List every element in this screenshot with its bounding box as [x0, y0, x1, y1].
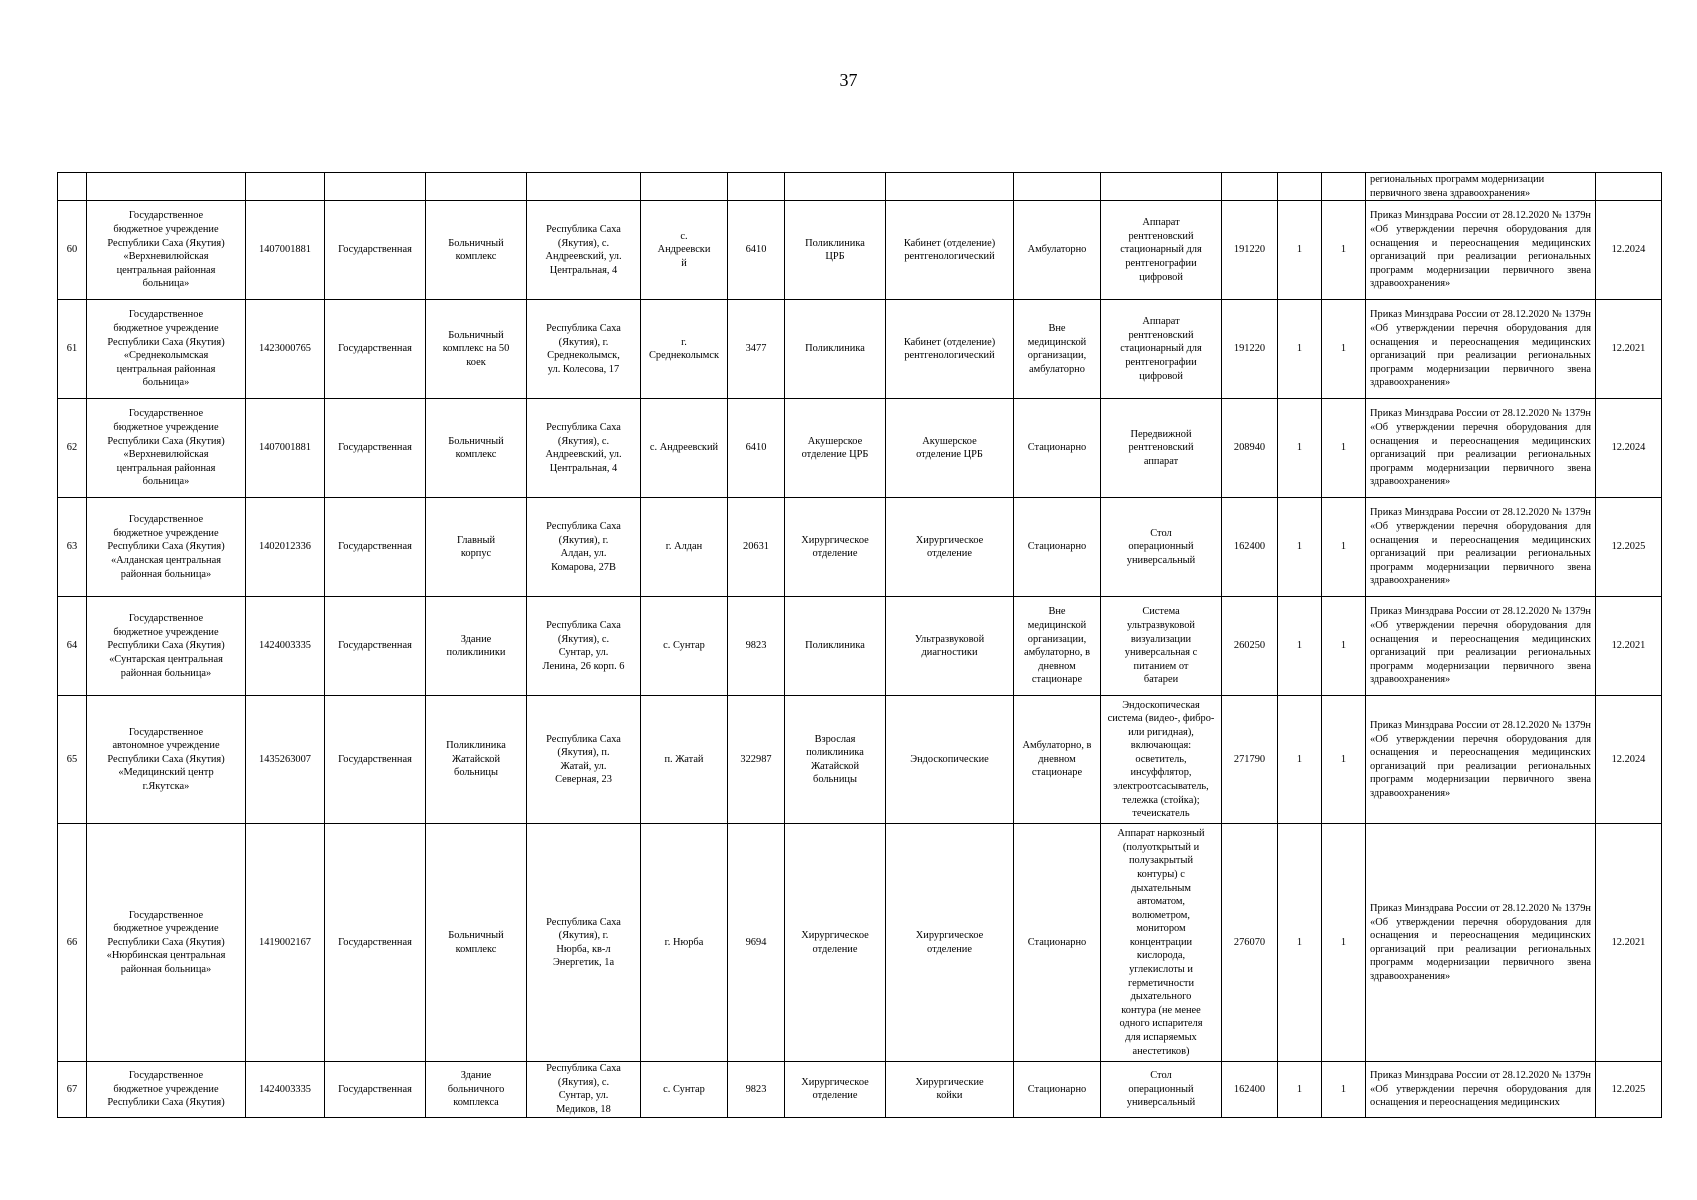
- due-date: 12.2024: [1596, 696, 1662, 824]
- building-name: Главный корпус: [426, 498, 527, 597]
- table-cell: [87, 173, 246, 201]
- locality: с. Андреевский: [641, 399, 728, 498]
- table-row: [58, 1062, 1662, 1117]
- ownership-form: Государственная: [325, 1062, 426, 1117]
- inn-code: 1407001881: [246, 399, 325, 498]
- table-cell: [728, 173, 785, 201]
- quantity-planned: 1: [1322, 1062, 1366, 1117]
- organization-name: Государственное автономное учреждение Республики Саха (Якутия) «Медицинский центр г.Якутска»: [87, 696, 246, 824]
- locality: г. Нюрба: [641, 824, 728, 1062]
- organization-name: Государственное бюджетное учреждение Республики Саха (Якутия) «Сунтарская центральная районная больница»: [87, 597, 246, 696]
- care-conditions: Амбулаторно: [1014, 201, 1101, 300]
- ownership-form: Государственная: [325, 597, 426, 696]
- equipment-code: 208940: [1222, 399, 1278, 498]
- table-row: [58, 597, 1662, 696]
- population: 9823: [728, 597, 785, 696]
- care-conditions: Вне медицинской организации, амбулаторно: [1014, 300, 1101, 399]
- equipment-code: 162400: [1222, 1062, 1278, 1117]
- population: 20631: [728, 498, 785, 597]
- ownership-form: Государственная: [325, 300, 426, 399]
- address: Республика Саха (Якутия), п. Жатай, ул. Северная, 23: [527, 696, 641, 824]
- equipment-name: Эндоскопическая система (видео-, фибро- или ригидная), включающая: осветитель, инсуффлятор, электроотсасыватель, тележка (стойка); течеискатель: [1101, 696, 1222, 824]
- ownership-form: Государственная: [325, 696, 426, 824]
- quantity-required: 1: [1278, 201, 1322, 300]
- department: Кабинет (отделение) рентгенологический: [886, 300, 1014, 399]
- table-row: [58, 173, 1662, 201]
- organization-name: Государственное бюджетное учреждение Республики Саха (Якутия) «Верхневилюйская центральная районная больница»: [87, 399, 246, 498]
- quantity-required: 1: [1278, 300, 1322, 399]
- quantity-required: 1: [1278, 498, 1322, 597]
- table-cell: [886, 173, 1014, 201]
- quantity-required: 1: [1278, 399, 1322, 498]
- equipment-code: 191220: [1222, 201, 1278, 300]
- quantity-planned: 1: [1322, 498, 1366, 597]
- table-cell: [58, 173, 87, 201]
- legal-basis-cell: Приказ Минздрава России от 28.12.2020 № 1379н «Об утверждении перечня оборудования для оснащения и переоснащения медицинских: [1366, 1062, 1596, 1117]
- care-conditions: Вне медицинской организации, амбулаторно, в дневном стационаре: [1014, 597, 1101, 696]
- legal-basis-cell: региональных программ модернизации первичного звена здравоохранения»: [1366, 173, 1596, 201]
- table-row: [58, 399, 1662, 498]
- organization-name: Государственное бюджетное учреждение Республики Саха (Якутия) «Среднеколымская центральная районная больница»: [87, 300, 246, 399]
- row-number: 61: [58, 300, 87, 399]
- table-row: [58, 498, 1662, 597]
- locality: с. Сунтар: [641, 597, 728, 696]
- locality: г. Алдан: [641, 498, 728, 597]
- legal-basis-cell: Приказ Минздрава России от 28.12.2020 № 1379н «Об утверждении перечня оборудования для оснащения и переоснащения медицинских организаций при реализации региональных программ модернизации первичного звена здравоохранения»: [1366, 597, 1596, 696]
- organization-name: Государственное бюджетное учреждение Республики Саха (Якутия) «Алданская центральная районная больница»: [87, 498, 246, 597]
- due-date: 12.2021: [1596, 597, 1662, 696]
- care-conditions: Стационарно: [1014, 1062, 1101, 1117]
- row-number: 62: [58, 399, 87, 498]
- department: Кабинет (отделение) рентгенологический: [886, 201, 1014, 300]
- equipment-name: Стол операционный универсальный: [1101, 498, 1222, 597]
- table-row: [58, 300, 1662, 399]
- structural-unit: Хирургическое отделение: [785, 498, 886, 597]
- population: 6410: [728, 201, 785, 300]
- locality: с. Сунтар: [641, 1062, 728, 1117]
- organization-name: Государственное бюджетное учреждение Республики Саха (Якутия) «Верхневилюйская центральная районная больница»: [87, 201, 246, 300]
- address: Республика Саха (Якутия), г. Среднеколымск, ул. Колесова, 17: [527, 300, 641, 399]
- equipment-name: Аппарат рентгеновский стационарный для рентгенографии цифровой: [1101, 201, 1222, 300]
- quantity-required: 1: [1278, 696, 1322, 824]
- page-number: 37: [839, 70, 858, 90]
- population: 9694: [728, 824, 785, 1062]
- inn-code: 1423000765: [246, 300, 325, 399]
- structural-unit: Акушерское отделение ЦРБ: [785, 399, 886, 498]
- ownership-form: Государственная: [325, 201, 426, 300]
- inn-code: 1435263007: [246, 696, 325, 824]
- address: Республика Саха (Якутия), г. Алдан, ул. Комарова, 27В: [527, 498, 641, 597]
- table-cell: [325, 173, 426, 201]
- address: Республика Саха (Якутия), с. Сунтар, ул. Ленина, 26 корп. 6: [527, 597, 641, 696]
- table-cell: [1278, 173, 1322, 201]
- locality: с. Андреевски й: [641, 201, 728, 300]
- table-cell: [426, 173, 527, 201]
- department: Ультразвуковой диагностики: [886, 597, 1014, 696]
- legal-basis-cell: Приказ Минздрава России от 28.12.2020 № 1379н «Об утверждении перечня оборудования для оснащения и переоснащения медицинских организаций при реализации региональных программ модернизации первичного звена здравоохранения»: [1366, 201, 1596, 300]
- care-conditions: Стационарно: [1014, 399, 1101, 498]
- legal-basis-cell: Приказ Минздрава России от 28.12.2020 № 1379н «Об утверждении перечня оборудования для оснащения и переоснащения медицинских организаций при реализации региональных программ модернизации первичного звена здравоохранения»: [1366, 300, 1596, 399]
- due-date: 12.2021: [1596, 824, 1662, 1062]
- care-conditions: Стационарно: [1014, 498, 1101, 597]
- legal-basis-cell: Приказ Минздрава России от 28.12.2020 № 1379н «Об утверждении перечня оборудования для оснащения и переоснащения медицинских организаций при реализации региональных программ модернизации первичного звена здравоохранения»: [1366, 824, 1596, 1062]
- row-number: 66: [58, 824, 87, 1062]
- quantity-planned: 1: [1322, 201, 1366, 300]
- locality: г. Среднеколымск: [641, 300, 728, 399]
- ownership-form: Государственная: [325, 824, 426, 1062]
- due-date: 12.2024: [1596, 399, 1662, 498]
- table-cell: [246, 173, 325, 201]
- ownership-form: Государственная: [325, 399, 426, 498]
- quantity-required: 1: [1278, 597, 1322, 696]
- organization-name: Государственное бюджетное учреждение Республики Саха (Якутия): [87, 1062, 246, 1117]
- equipment-name: Стол операционный универсальный: [1101, 1062, 1222, 1117]
- building-name: Больничный комплекс: [426, 399, 527, 498]
- legal-basis-cell: Приказ Минздрава России от 28.12.2020 № 1379н «Об утверждении перечня оборудования для оснащения и переоснащения медицинских организаций при реализации региональных программ модернизации первичного звена здравоохранения»: [1366, 696, 1596, 824]
- quantity-planned: 1: [1322, 399, 1366, 498]
- population: 9823: [728, 1062, 785, 1117]
- department: Хирургические койки: [886, 1062, 1014, 1117]
- address: Республика Саха (Якутия), с. Сунтар, ул. Медиков, 18: [527, 1062, 641, 1117]
- address: Республика Саха (Якутия), г. Нюрба, кв-л Энергетик, 1а: [527, 824, 641, 1062]
- equipment-code: 276070: [1222, 824, 1278, 1062]
- structural-unit: Поликлиника ЦРБ: [785, 201, 886, 300]
- table-cell: [1322, 173, 1366, 201]
- row-number: 65: [58, 696, 87, 824]
- due-date: 12.2024: [1596, 201, 1662, 300]
- table-row: [58, 824, 1662, 1062]
- inn-code: 1407001881: [246, 201, 325, 300]
- structural-unit: Хирургическое отделение: [785, 824, 886, 1062]
- building-name: Больничный комплекс: [426, 201, 527, 300]
- care-conditions: Амбулаторно, в дневном стационаре: [1014, 696, 1101, 824]
- table-row: [58, 201, 1662, 300]
- inn-code: 1419002167: [246, 824, 325, 1062]
- care-conditions: Стационарно: [1014, 824, 1101, 1062]
- department: Хирургическое отделение: [886, 498, 1014, 597]
- equipment-code: 191220: [1222, 300, 1278, 399]
- quantity-required: 1: [1278, 1062, 1322, 1117]
- legal-basis-cell: Приказ Минздрава России от 28.12.2020 № 1379н «Об утверждении перечня оборудования для оснащения и переоснащения медицинских организаций при реализации региональных программ модернизации первичного звена здравоохранения»: [1366, 399, 1596, 498]
- row-number: 63: [58, 498, 87, 597]
- department: Эндоскопические: [886, 696, 1014, 824]
- equipment-name: Система ультразвуковой визуализации универсальная с питанием от батареи: [1101, 597, 1222, 696]
- equipment-code: 271790: [1222, 696, 1278, 824]
- building-name: Здание больничного комплекса: [426, 1062, 527, 1117]
- building-name: Поликлиника Жатайской больницы: [426, 696, 527, 824]
- quantity-planned: 1: [1322, 824, 1366, 1062]
- address: Республика Саха (Якутия), с. Андреевский, ул. Центральная, 4: [527, 399, 641, 498]
- equipment-table: [57, 172, 1662, 1118]
- department: Хирургическое отделение: [886, 824, 1014, 1062]
- building-name: Здание поликлиники: [426, 597, 527, 696]
- locality: п. Жатай: [641, 696, 728, 824]
- row-number: 64: [58, 597, 87, 696]
- equipment-name: Передвижной рентгеновский аппарат: [1101, 399, 1222, 498]
- organization-name: Государственное бюджетное учреждение Республики Саха (Якутия) «Нюрбинская центральная районная больница»: [87, 824, 246, 1062]
- quantity-planned: 1: [1322, 597, 1366, 696]
- population: 6410: [728, 399, 785, 498]
- structural-unit: Поликлиника: [785, 597, 886, 696]
- row-number: 67: [58, 1062, 87, 1117]
- equipment-code: 260250: [1222, 597, 1278, 696]
- due-date: 12.2025: [1596, 1062, 1662, 1117]
- ownership-form: Государственная: [325, 498, 426, 597]
- equipment-name: Аппарат наркозный (полуоткрытый и полузакрытый контуры) с дыхательным автоматом, волюметром, монитором концентрации кислорода, углекислоты и герметичности дыхательного контура (не менее одного испарителя для испаряемых анестетиков): [1101, 824, 1222, 1062]
- table-cell: [785, 173, 886, 201]
- structural-unit: Взрослая поликлиника Жатайской больницы: [785, 696, 886, 824]
- structural-unit: Хирургическое отделение: [785, 1062, 886, 1117]
- table-cell: [1596, 173, 1662, 201]
- equipment-name: Аппарат рентгеновский стационарный для рентгенографии цифровой: [1101, 300, 1222, 399]
- quantity-planned: 1: [1322, 696, 1366, 824]
- table-cell: [1014, 173, 1101, 201]
- inn-code: 1424003335: [246, 597, 325, 696]
- building-name: Больничный комплекс на 50 коек: [426, 300, 527, 399]
- building-name: Больничный комплекс: [426, 824, 527, 1062]
- population: 322987: [728, 696, 785, 824]
- equipment-code: 162400: [1222, 498, 1278, 597]
- row-number: 60: [58, 201, 87, 300]
- due-date: 12.2025: [1596, 498, 1662, 597]
- structural-unit: Поликлиника: [785, 300, 886, 399]
- table-cell: [1101, 173, 1222, 201]
- table-cell: [527, 173, 641, 201]
- population: 3477: [728, 300, 785, 399]
- table-cell: [1222, 173, 1278, 201]
- quantity-planned: 1: [1322, 300, 1366, 399]
- department: Акушерское отделение ЦРБ: [886, 399, 1014, 498]
- table-cell: [641, 173, 728, 201]
- due-date: 12.2021: [1596, 300, 1662, 399]
- quantity-required: 1: [1278, 824, 1322, 1062]
- inn-code: 1402012336: [246, 498, 325, 597]
- legal-basis-cell: Приказ Минздрава России от 28.12.2020 № 1379н «Об утверждении перечня оборудования для оснащения и переоснащения медицинских организаций при реализации региональных программ модернизации первичного звена здравоохранения»: [1366, 498, 1596, 597]
- table-row: [58, 696, 1662, 824]
- address: Республика Саха (Якутия), с. Андреевский, ул. Центральная, 4: [527, 201, 641, 300]
- inn-code: 1424003335: [246, 1062, 325, 1117]
